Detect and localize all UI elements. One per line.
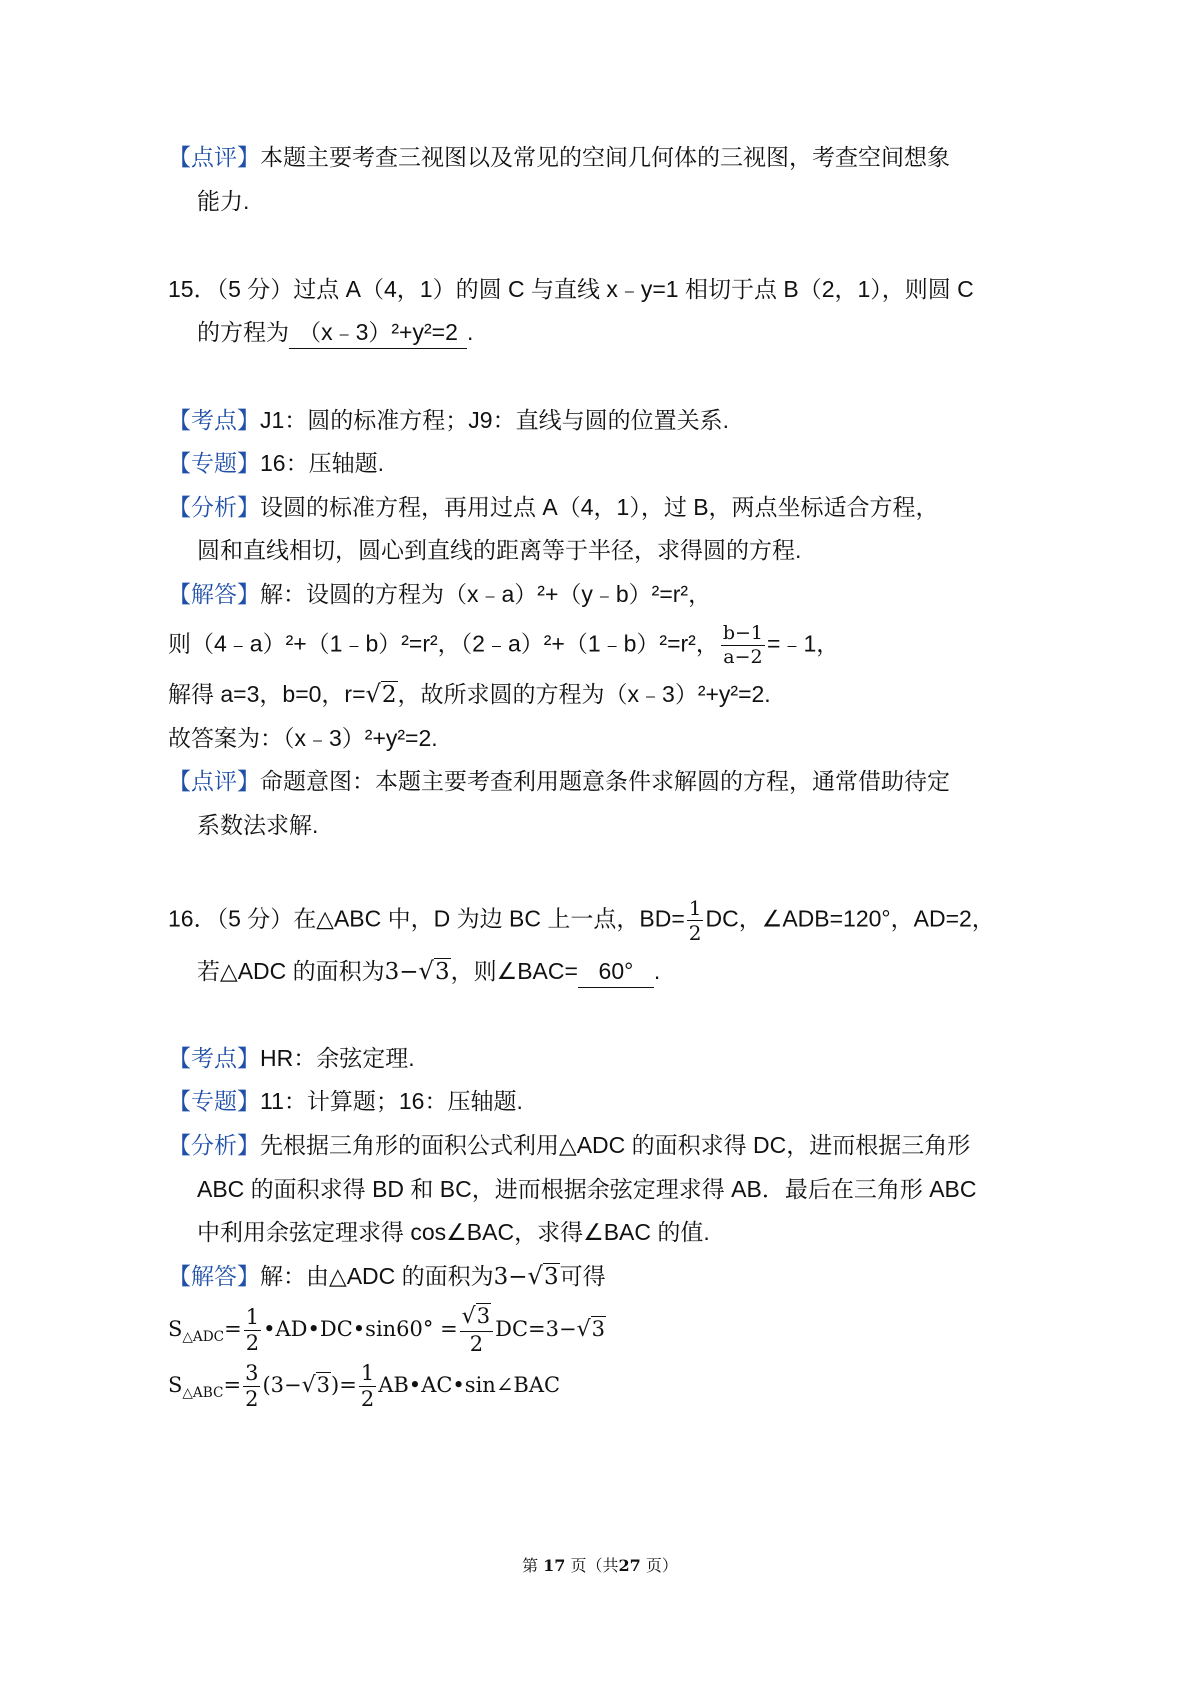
- footer-pre: 第: [522, 1556, 539, 1575]
- q15-jieda-text-4: 故答案为：（x﹣3）²+y²=2.: [168, 725, 438, 751]
- q15-stem-text-1: 15．（5 分）过点 A（4，1）的圆 C 与直线 x﹣y=1 相切于点 B（2，1），则圆 C: [168, 276, 974, 302]
- f2-frac-1-num: 3: [245, 1361, 259, 1385]
- q15-slope-den: a−2: [723, 646, 763, 668]
- f2-frac-2: [359, 1363, 376, 1410]
- q16-kaodian: [168, 1042, 415, 1074]
- q15-fenxi-2: [197, 534, 801, 566]
- f1-mid: •AD•DC•sin60° =: [263, 1317, 458, 1341]
- q15-jieda-3: [168, 678, 771, 711]
- footer-page-number: 17: [543, 1556, 566, 1575]
- q16-frac-num: 1: [688, 896, 702, 920]
- q15-kaodian-tag: 【考点】: [168, 407, 260, 433]
- review-tag: 【点评】: [168, 144, 260, 170]
- f2-subscript: △ABC: [182, 1385, 224, 1402]
- q15-zhuanti: [168, 447, 384, 479]
- q15-jieda-post-3: ，故所求圆的方程为（x﹣3）²+y²=2.: [397, 681, 771, 707]
- review-text-2: 能力.: [197, 188, 250, 214]
- footer-mid: 页（共: [570, 1556, 619, 1575]
- review-line-2: [197, 185, 249, 217]
- q15-dianping-tag: 【点评】: [168, 768, 260, 794]
- q16-stem-post: DC，∠ADB=120°，AD=2，: [705, 905, 995, 932]
- q15-jieda-text-2: 则（4﹣a）²+（1﹣b）²=r²，（2﹣a）²+（1﹣b）²=r²，: [168, 630, 719, 657]
- f1-frac-1-den: 2: [245, 1331, 260, 1355]
- q16-kaodian-tag: 【考点】: [168, 1045, 260, 1071]
- q16-zhuanti: [168, 1085, 523, 1117]
- q15-jieda-4: [168, 722, 438, 754]
- f2-frac-2-den: 2: [360, 1387, 375, 1411]
- q16-fenxi-text-1: 先根据三角形的面积公式利用△ADC 的面积求得 DC，进而根据三角形: [260, 1132, 971, 1158]
- q16-formula-1: [168, 1306, 606, 1355]
- f2-sqrt-value: 3: [316, 1373, 331, 1397]
- q16-area-a: 3−: [384, 959, 419, 985]
- f1-frac-1: [244, 1307, 261, 1354]
- f1-subscript: △ADC: [182, 1329, 225, 1346]
- q15-dianping-text-1: 命题意图：本题主要考查利用题意条件求解圆的方程，通常借助待定: [260, 768, 950, 794]
- q16-fenxi-3: [197, 1216, 710, 1248]
- q15-zhuanti-text: 16：压轴题.: [260, 450, 384, 476]
- footer-total-pages: 27: [618, 1556, 641, 1575]
- f2-frac-1: [243, 1363, 260, 1410]
- q16-formula-2: [168, 1362, 560, 1410]
- q16-stem-pre: 16．（5 分）在△ABC 中，D 为边 BC 上一点，BD=: [168, 905, 685, 932]
- q15-slope-fraction: [721, 624, 765, 667]
- q15-sqrt: √2: [365, 680, 397, 708]
- f2-eq: =: [223, 1373, 242, 1397]
- q15-kaodian-text: J1：圆的标准方程；J9：直线与圆的位置关系.: [260, 407, 729, 433]
- review-text-1: 本题主要考查三视图以及常见的空间几何体的三视图，考查空间想象: [260, 144, 950, 170]
- q16-stem-line-1: [168, 898, 995, 943]
- f1-frac-2: [460, 1306, 493, 1354]
- q15-stem-suffix: .: [467, 319, 474, 345]
- f1-eq: =: [224, 1317, 242, 1341]
- q16-jieda-1: [168, 1260, 606, 1293]
- q16-bd-fraction: [687, 898, 704, 943]
- f2-sqrt: √3: [301, 1373, 331, 1398]
- q15-stem-line-2: [197, 316, 473, 349]
- q15-fenxi-tag: 【分析】: [168, 494, 260, 520]
- q16-jieda-sqrt: √3: [527, 1262, 559, 1290]
- q16-zhuanti-tag: 【专题】: [168, 1088, 260, 1114]
- q16-frac-den: 2: [688, 921, 702, 945]
- q15-fenxi-1: [168, 491, 939, 523]
- q16-stem-suffix: .: [653, 958, 661, 984]
- q16-fenxi-text-2: ABC 的面积求得 BD 和 BC，进而根据余弦定理求得 AB．最后在三角形 ABC: [197, 1176, 977, 1202]
- q16-jieda-post-1: 可得: [559, 1263, 606, 1289]
- f1-tail-sqrt: √3: [576, 1317, 606, 1342]
- q16-jieda-tag: 【解答】: [168, 1263, 260, 1289]
- q16-stem-pre-2: 若△ADC 的面积为: [197, 958, 385, 984]
- q16-zhuanti-text: 11：计算题；16：压轴题.: [260, 1088, 523, 1114]
- f1-frac-2-sqrt: 3: [476, 1304, 491, 1329]
- q15-jieda-1: [168, 578, 711, 610]
- q16-area-sqrt: √3: [418, 957, 450, 985]
- f2-s: S: [168, 1373, 183, 1397]
- q15-kaodian: [168, 404, 729, 436]
- f1-frac-2-den: 2: [469, 1331, 484, 1356]
- q16-stem-line-2: [197, 955, 660, 988]
- q15-fenxi-text-2: 圆和直线相切，圆心到直线的距离等于半径，求得圆的方程.: [197, 537, 802, 563]
- q15-jieda-pre-3: 解得 a=3，b=0，r=: [168, 681, 366, 707]
- q16-kaodian-text: HR：余弦定理.: [260, 1045, 415, 1071]
- f1-tail-sqrt-value: 3: [591, 1317, 606, 1341]
- q16-jieda-pre-1: 解：由△ADC 的面积为: [260, 1263, 494, 1289]
- f2-frac-2-num: 1: [360, 1361, 375, 1385]
- q15-zhuanti-tag: 【专题】: [168, 450, 260, 476]
- q15-dianping-text-2: 系数法求解.: [197, 812, 319, 838]
- q15-stem-line-1: [168, 273, 974, 305]
- f2-mid-2: )=: [331, 1373, 357, 1397]
- q16-fenxi-1: [168, 1129, 970, 1161]
- q15-slope-num: b−1: [722, 622, 764, 644]
- q15-jieda-tail-2: =﹣1，: [767, 630, 840, 657]
- q16-fenxi-2: [197, 1173, 977, 1205]
- q15-fenxi-text-1: 设圆的标准方程，再用过点 A（4，1），过 B，两点坐标适合方程，: [260, 494, 939, 520]
- q16-jieda-sqrt-value: 3: [543, 1264, 559, 1290]
- page-footer: [0, 1553, 1200, 1576]
- q16-fenxi-tag: 【分析】: [168, 1132, 260, 1158]
- f2-frac-1-den: 2: [245, 1387, 259, 1411]
- q15-jieda-text-1: 解：设圆的方程为（x﹣a）²+（y﹣b）²=r²，: [260, 581, 712, 607]
- q15-dianping-1: [168, 765, 950, 797]
- f1-s: S: [168, 1317, 183, 1341]
- q15-jieda-tag: 【解答】: [168, 581, 260, 607]
- q16-stem-mid: ，则∠BAC=: [450, 958, 578, 984]
- q15-sqrt-value: 2: [381, 682, 397, 708]
- q15-answer: （x﹣3）²+y²=2: [289, 316, 467, 349]
- f2-tail: AB•AC•sin∠BAC: [378, 1373, 561, 1397]
- f1-frac-1-num: 1: [245, 1305, 260, 1329]
- f1-frac-2-num: √3: [460, 1306, 493, 1331]
- f2-mid-1: (3−: [262, 1373, 302, 1397]
- footer-post: 页）: [645, 1556, 678, 1575]
- q16-fenxi-text-3: 中利用余弦定理求得 cos∠BAC，求得∠BAC 的值.: [197, 1219, 710, 1245]
- q15-dianping-2: [197, 809, 318, 841]
- q15-stem-prefix: 的方程为: [197, 319, 289, 345]
- review-line-1: [168, 141, 950, 173]
- q16-jieda-a: 3−: [493, 1264, 528, 1290]
- f1-tail: DC=3−: [495, 1317, 577, 1341]
- q16-area-sqrt-value: 3: [434, 959, 450, 985]
- q16-answer: 60°: [578, 955, 654, 988]
- q15-jieda-2: [168, 624, 839, 667]
